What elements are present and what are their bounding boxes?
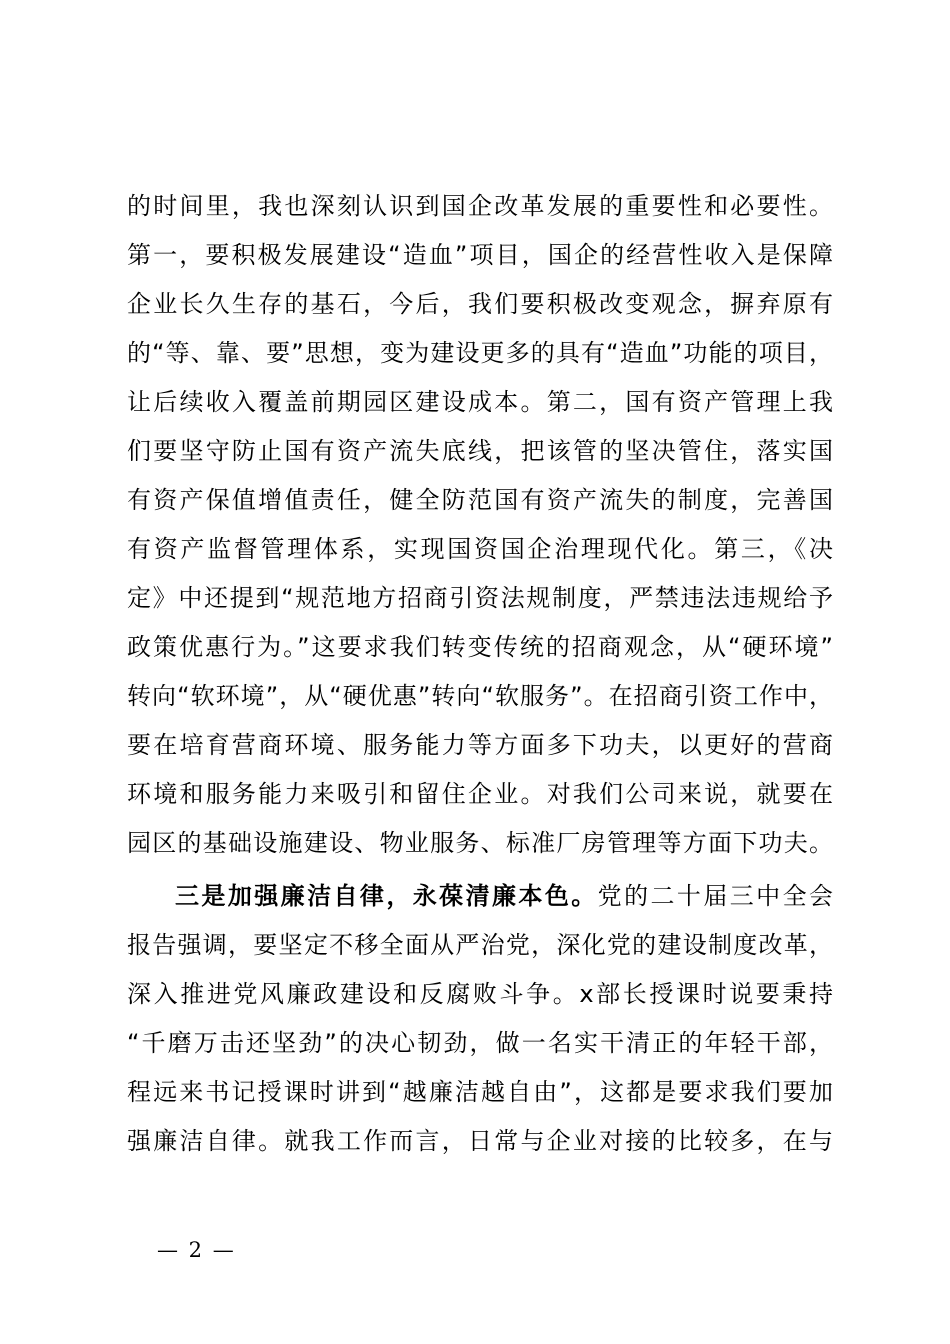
heading-continuation: 党的二十届三中全会 <box>597 882 833 910</box>
text-line: 要在培育营商环境、服务能力等方面多下功夫，以更好的营商 <box>127 731 833 759</box>
text-line: 的“等、靠、要”思想，变为建设更多的具有“造血”功能的项目， <box>127 339 833 367</box>
text-line: 有资产监督管理体系，实现国资国企治理现代化。第三，《决 <box>127 535 833 563</box>
text-line: 转向“软环境”，从“硬优惠”转向“软服务”。在招商引资工作中， <box>127 682 833 710</box>
text-line: 定》中还提到“规范地方招商引资法规制度，严禁违法违规给予 <box>127 584 833 612</box>
text-line: 园区的基础设施建设、物业服务、标准厂房管理等方面下功夫。 <box>127 829 833 857</box>
text-line: 的时间里，我也深刻认识到国企改革发展的重要性和必要性。 <box>127 192 833 220</box>
paragraph-reform <box>127 182 833 868</box>
text-line: 程远来书记授课时讲到“越廉洁越自由”，这都是要求我们要加 <box>127 1078 833 1106</box>
text-line: 政策优惠行为。”这要求我们转变传统的招商观念，从“硬环境” <box>127 633 833 661</box>
text-line: 让后续收入覆盖前期园区建设成本。第二，国有资产管理上我 <box>127 388 833 416</box>
text-line: 企业长久生存的基石，今后，我们要积极改变观念，摒弃原有 <box>127 290 833 318</box>
text-line: 们要坚守防止国有资产流失底线，把该管的坚决管住，落实国 <box>127 437 833 465</box>
text-line: 第一，要积极发展建设“造血”项目，国企的经营性收入是保障 <box>127 241 833 269</box>
paragraph-integrity <box>127 872 833 1166</box>
text-line: 报告强调，要坚定不移全面从严治党，深化党的建设制度改革， <box>127 931 833 959</box>
paragraph-first-line <box>127 872 833 921</box>
page-number: — 2 — <box>157 1238 236 1262</box>
text-line: 强廉洁自律。就我工作而言，日常与企业对接的比较多，在与 <box>127 1127 833 1155</box>
text-line: 环境和服务能力来吸引和留住企业。对我们公司来说，就要在 <box>127 780 833 808</box>
body-text <box>127 182 833 1166</box>
text-line: “千磨万击还坚劲”的决心韧劲，做一名实干清正的年轻干部， <box>127 1029 833 1057</box>
paragraph-heading: 三是加强廉洁自律，永葆清廉本色。 <box>175 882 598 910</box>
text-line: 有资产保值增值责任，健全防范国有资产流失的制度，完善国 <box>127 486 833 514</box>
text-line: 深入推进党风廉政建设和反腐败斗争。x部长授课时说要秉持 <box>127 980 833 1008</box>
